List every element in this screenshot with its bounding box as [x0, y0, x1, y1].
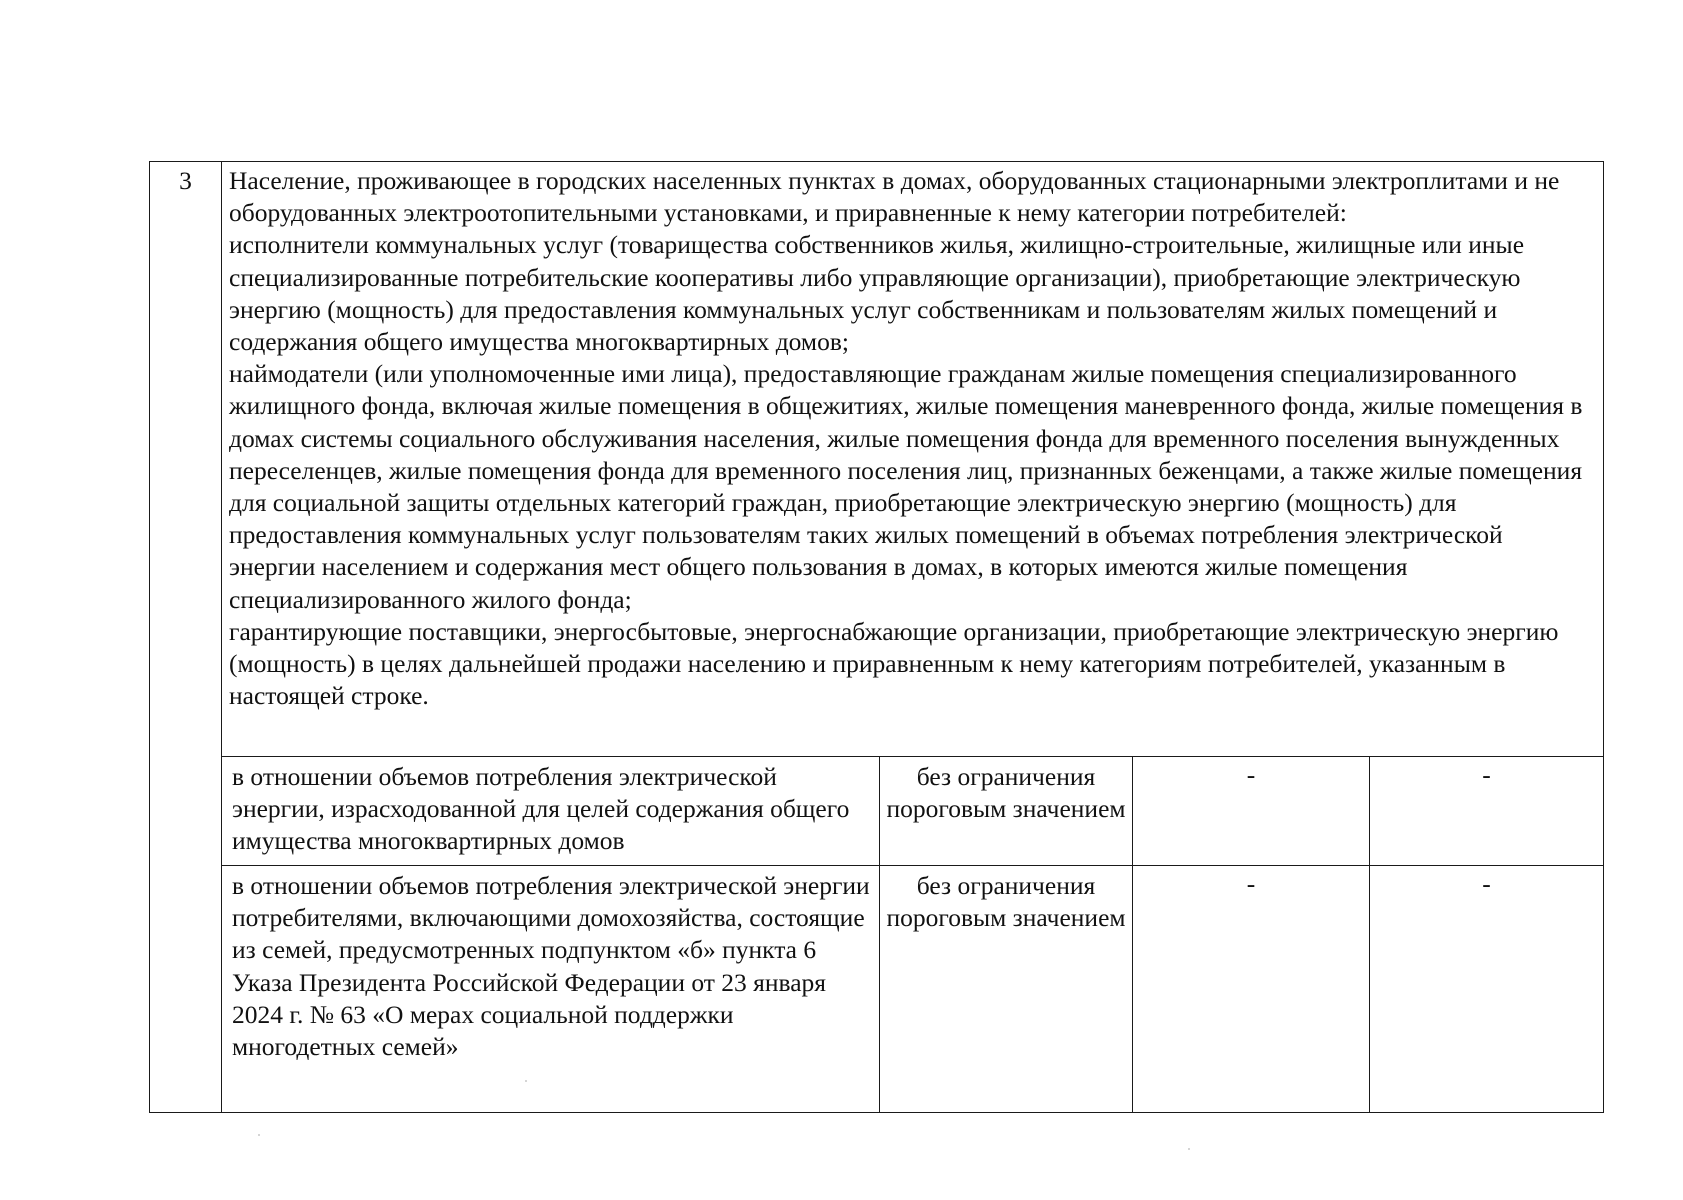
value-cell: -: [1370, 757, 1604, 866]
table-row: [150, 757, 1604, 866]
value-cell: -: [1133, 866, 1370, 1113]
limit-cell: без ограничения пороговым значением: [880, 866, 1133, 1113]
scan-speck: [258, 1134, 260, 1136]
scan-speck: [525, 1080, 527, 1082]
table-row: [150, 866, 1604, 1113]
value-cell: -: [1370, 866, 1604, 1113]
row-number-cell: [150, 162, 222, 1113]
condition-cell: в отношении объемов потребления электрической энергии, израсходованной для целей содержания общего имущества многоквартирных домов: [222, 757, 880, 866]
table-row-header: [150, 162, 1604, 757]
category-paragraph: Население, проживающее в городских населенных пунктах в домах, оборудованных стационарными электроплитами и не оборудованных электроотопительными установками, и приравненные к нему категории потребителей:: [229, 166, 1560, 228]
category-description-cell: [222, 162, 1604, 757]
category-paragraph: наймодатели (или уполномоченные ими лица), предоставляющие гражданам жилые помещения специализированного жилищного фонда, включая жилые помещения в общежитиях, жилые помещения маневренного фонда, жилые помещения в домах системы социального обслуживания населения, жилые помещения фонда для временного поселения вынужденных переселенцев, жилые помещения фонда для временного поселения лиц, признанных беженцами, а также жилые помещения для социальной защиты отдельных категорий граждан, приобретающие электрическую энергию (мощность) для предоставления коммунальных услуг пользователям таких жилых помещений в объемах потребления электрической энергии населением и содержания мест общего пользования в домах, в которых имеются жилые помещения специализированного жилого фонда;: [229, 359, 1583, 614]
value-cell: -: [1133, 757, 1370, 866]
category-paragraph: гарантирующие поставщики, энергосбытовые, энергоснабжающие организации, приобретающие электрическую энергию (мощность) в целях дальнейшей продажи населению и приравненным к нему категориям потребителей, указанным в настоящей строке.: [229, 616, 1559, 711]
scan-speck: [1188, 1148, 1190, 1150]
limit-cell: без ограничения пороговым значением: [880, 757, 1133, 866]
row-number: 3: [179, 166, 192, 195]
condition-cell: в отношении объемов потребления электрической энергии потребителями, включающими домохозяйства, состоящие из семей, предусмотренных подпунктом «б» пункта 6 Указа Президента Российской Федерации от 23 января 2024 г. № 63 «О мерах социальной поддержки многодетных семей»: [222, 866, 880, 1113]
category-paragraph: исполнители коммунальных услуг (товарищества собственников жилья, жилищно-строительные, жилищные или иные специализированные потребительские кооперативы либо управляющие организации), приобретающие электрическую энергию (мощность) для предоставления коммунальных услуг собственникам и пользователям жилых помещений и содержания общего имущества многоквартирных домов;: [229, 230, 1525, 357]
tariff-table: [149, 161, 1604, 1113]
